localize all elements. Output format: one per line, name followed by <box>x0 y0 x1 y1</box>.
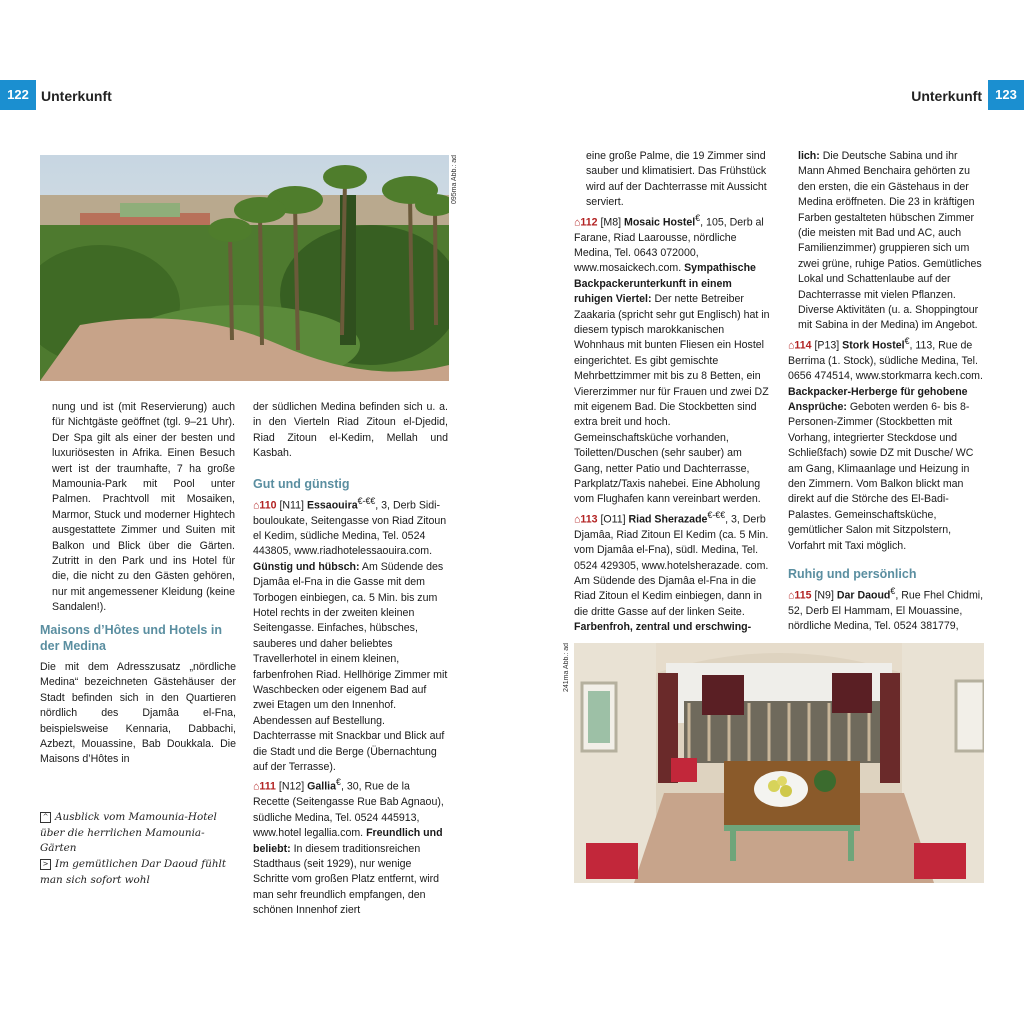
entry-highlight: lich: <box>798 150 820 162</box>
hotel-entry-115 <box>788 584 984 635</box>
entry-text-2: Am Südende des Djamâa el-Fna in die Gasse mit dem Torbogen einbiegen, ca. 5 Min. bis zum Hotel rechts in der zweiten kleinen Seitengasse. Einfaches, hübsches, sauberes und daher beliebtes Travellerhotel in einem kleinen, farbenfrohen Riad. Hellhörige Zimmer mit Waschbecken oder eigenem Bad auf zwei Etagen um den Innenhof. Abendessen auf Bestellung. Dachterrasse mit Snackbar und Blick auf die Stadt und die Berge (Übernachtung auf der Terrasse). <box>253 560 448 774</box>
entry-text: , 3, Derb Sidi-bouloukate, Seitengasse von Riad Zitoun el Kedim, südliche Medina, Tel. 0524 443805, www.riadhotelessaouira.com. <box>253 499 447 558</box>
col4-intro <box>788 149 984 334</box>
entry-text: , 113, Rue de Berrima (1. Stock), südliche Medina, Tel. 0656 474514, www.storkmarra kech.com. <box>788 339 983 383</box>
entry-number: 114 <box>794 339 812 352</box>
page-number-right: 123 <box>988 80 1024 110</box>
hotel-icon: ⌂ <box>253 499 260 512</box>
entry-text: , 105, Derb al Farane, Riad Laarousse, nördliche Medina, Tel. 0643 072000, www.mosaickech.com. <box>574 216 764 275</box>
caption-1-text: Ausblick vom Mamounia-Hotel über die herrlichen Mamounia-Gärten <box>40 811 217 854</box>
page-title-left: Unterkunft <box>41 88 112 104</box>
column-1 <box>52 400 235 616</box>
hotel-name: Mosaic Hostel <box>624 216 696 229</box>
hotel-entry-114 <box>788 334 984 554</box>
caption-up-icon: ^ <box>40 812 51 823</box>
caption-right-icon: > <box>40 859 51 870</box>
entry-highlight: Günstig und hübsch: <box>253 560 360 573</box>
col2-intro-text: der südlichen Medina befinden sich u. a. in den Vierteln Riad Zitoun el-Djedid, Riad Zitoun el-Kedim, Mellah und Kasbah. <box>253 401 448 460</box>
hotel-name: Gallia <box>307 781 337 793</box>
photo-credit-1: 095ma Abb.: ad <box>451 155 458 205</box>
col1-intro-text: nung und ist (mit Reservierung) auch für Nichtgäste geöffnet (tgl. 9–21 Uhr). Der Spa gilt als einer der besten und luxuriösesten in Afrika. Einen Besuch wert ist der traumhafte, 7 ha große Mamounia-Park mit Pool unter Palmen. Prachtvoll mit Mosaiken, Marmor, Stuck und moderner Hightech ausgestattete Zimmer und Suiten mit Balkon und Blick über die Gärten. Zutritt in den Park und ins Hotel für die, die nicht zu den Gästen gehören, nur mit angemessener Kleidung (keine Sandalen!). <box>52 401 235 614</box>
price-class: € <box>695 212 701 223</box>
entry-text: , 30, Rue de la Recette (Seitengasse Rue Bab Agnaou), südliche Medina, Tel. 0524 445913, www.hotel legallia.com. <box>253 781 444 840</box>
entry-number: 110 <box>259 499 277 512</box>
price-class: €-€€ <box>707 509 726 520</box>
col4-intro-text: Die Deutsche Sabina und ihr Mann Ahmed Benchaira gehörten zu den ersten, die ein Gästehaus in der Medina eröffneten. Die 23 in kräftigen Farben gestalteten hübschen Zimmer (die meisten mit Bad und AC, auch Familienzimmer) gruppieren sich um zwei grüne, ruhige Patios. Gemütliches Lokal und Schattenlaube auf der Dachterrasse mit vielen Pflanzen. Diverse Aktivitäten (u. a. Shoppingtour mit Sabina in der Medina) im Angebot. <box>798 150 982 332</box>
column-1-section <box>40 622 236 768</box>
entry-text: , 3, Derb Djamâa, Riad Zitoun El Kedim (ca. 5 Min. vom Djamâa el-Fna), südl. Medina, Tel. 0524 429305, www.hotelsherazade. com. Am Südende des Djamâa el-Fna in die Riad Zitoun el Kedim einbiegen, dann in die dritte Gasse auf der linken Seite. <box>574 513 769 618</box>
entry-text: , Rue Fhel Chidmi, 52, Derb El Hammam, El Mouassine, nördliche Medina, Tel. 0524 381779, <box>788 589 984 633</box>
price-class: € <box>904 335 910 346</box>
hotel-entry-113 <box>574 508 770 636</box>
col1-section-text: Die mit dem Adresszusatz „nördliche Medina“ bezeichneten Gästehäuser der Stadt befinden sich in den Quartieren nördlich des Djamâa el-Fna, beispielsweise Kennaria, Dabbachi, Azbezt, Mouassine, Bab Doukkala. Die Maisons d’Hôtes in <box>40 661 236 766</box>
entry-text-2: Der nette Betreiber Zaakaria (spricht sehr gut Englisch) hat in diesem typisch marokkanischen Wohnhaus mit bunten Fliesen ein Hostel eingerichtet. Es gibt gemischte Mehrbettzimmer mit bis zu 8 Betten, ein Viererzimmer nur für Frauen und zwei DZ mit eigenem Bad. Die Stockbetten sind extra breit und hoch. Gemeinschaftsküche vorhanden, Toiletten/Duschen (sehr sauber) am Gang, netter Patio und Dachterrasse, Parkplatz/Taxis nahebei. Eine Abholung vom Flughafen kann vereinbart werden. <box>574 293 770 506</box>
price-class: €-€€ <box>357 495 376 506</box>
map-grid-ref: [N12] <box>278 781 305 793</box>
hotel-icon: ⌂ <box>788 339 795 352</box>
hotel-icon: ⌂ <box>574 513 581 526</box>
section-heading-maisons: Maisons d’Hôtes und Hotels in der Medina <box>40 623 222 653</box>
entry-highlight: Farbenfroh, zentral und erschwing- <box>574 621 752 634</box>
column-2 <box>253 400 448 919</box>
map-grid-ref: [N11] <box>279 499 304 512</box>
heading-gut-und-guenstig: Gut und günstig <box>253 476 350 491</box>
entry-number: 112 <box>580 216 598 229</box>
caption-2-text: Im gemütlichen Dar Daoud fühlt man sich sofort wohl <box>40 858 227 886</box>
page-title-right: Unterkunft <box>911 88 982 104</box>
hotel-name: Riad Sherazade <box>628 513 708 526</box>
map-grid-ref: [M8] <box>600 216 622 229</box>
hotel-icon: ⌂ <box>788 589 795 602</box>
entry-text-2: In diesem traditionsreichen Stadthaus (seit 1929), nur wenige Schritte vom großen Platz entfernt, wird man sehr freundlich empfangen, den schönen Innenhof ziert <box>253 842 440 917</box>
hotel-name: Essaouira <box>306 499 358 512</box>
price-class: € <box>336 777 341 788</box>
hotel-entry-111 <box>253 775 448 918</box>
entry-number: 115 <box>794 589 812 602</box>
col3-intro-text: eine große Palme, die 19 Zimmer sind sauber und klimatisiert. Das Frühstück wird auf der Dachterrasse mit Aussicht serviert. <box>586 150 767 209</box>
entry-number: 111 <box>259 781 276 793</box>
mamounia-gardens-illustration <box>40 155 449 381</box>
entry-text-2: Geboten werden 6- bis 8-Personen-Zimmer (Stockbetten mit Vorhang, integrierter Steckdose und Schließfach) sowie DZ mit Dusche/ WC am Gang, Klimaanlage und Heizung in den Zimmern. Vom Balkon blickt man direkt auf die Störche des El-Badi-Palastes. Gemeinschaftsküche, gemütlicher Salon mit Sitzpolstern, Vorfahrt mit Taxi möglich. <box>788 401 974 552</box>
hotel-name: Stork Hostel <box>842 339 905 352</box>
column-3 <box>574 149 770 636</box>
photo-credit-2: 241ma Abb.: ad <box>563 643 570 693</box>
page-number-left: 122 <box>0 80 36 110</box>
hotel-entry-112 <box>574 211 770 508</box>
caption-1 <box>40 810 240 857</box>
entry-highlight: Sympathische Backpackerunterkunft in einem ruhigen Viertel: <box>574 262 756 306</box>
heading-ruhig-und-persoenlich: Ruhig und persönlich <box>788 567 917 582</box>
entry-highlight: Freundlich und beliebt: <box>253 827 443 855</box>
price-class: € <box>890 586 896 597</box>
hotel-entry-110 <box>253 494 448 776</box>
map-grid-ref: [O11] <box>600 513 626 526</box>
dar-daoud-lounge-photo <box>574 643 984 883</box>
map-grid-ref: [N9] <box>814 589 834 602</box>
map-grid-ref: [P13] <box>814 339 840 352</box>
entry-number: 113 <box>580 513 598 526</box>
hotel-icon: ⌂ <box>574 216 581 229</box>
mamounia-gardens-photo <box>40 155 449 381</box>
caption-2 <box>40 857 240 888</box>
column-4 <box>788 149 984 635</box>
hotel-name: Dar Daoud <box>836 589 891 602</box>
dar-daoud-lounge-illustration <box>574 643 984 883</box>
entry-highlight: Backpacker-Herberge für gehobene Ansprüche: <box>788 385 968 414</box>
hotel-icon: ⌂ <box>253 781 260 793</box>
